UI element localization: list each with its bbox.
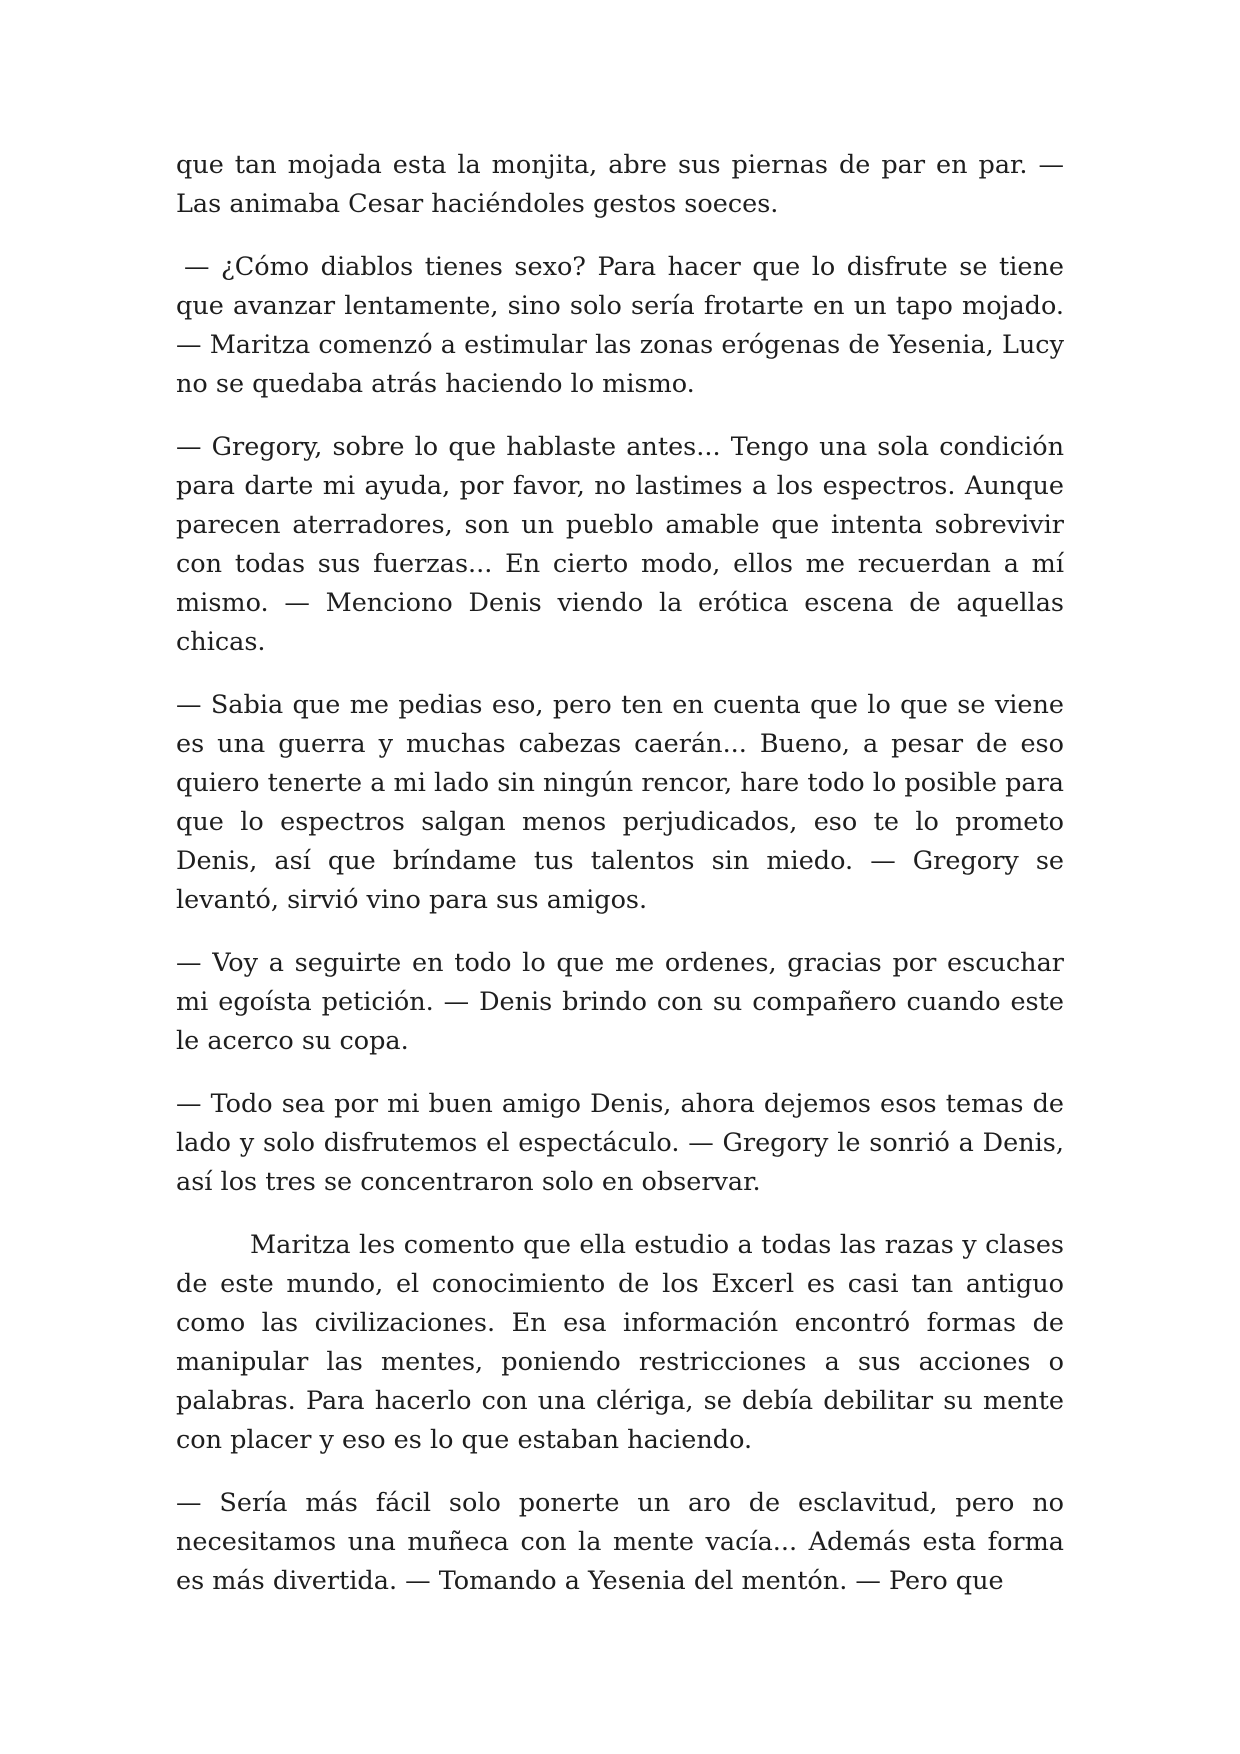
document-page [176, 146, 1064, 1625]
paragraph-8: — Sería más fácil solo ponerte un aro de esclavitud, pero no necesitamos una muñeca con la mente vacía... Además esta forma es más divertida. — Tomando a Yesenia del mentón. — Pero que [176, 1488, 1064, 1596]
paragraph-2: — ¿Cómo diablos tienes sexo? Para hacer que lo disfrute se tiene que avanzar lentamente, sino solo sería frotarte en un tapo mojado. — Maritza comenzó a estimular las zonas erógenas de Yesenia, Lucy no se quedaba atrás haciendo lo mismo. [176, 252, 1064, 399]
paragraph-5: — Voy a seguirte en todo lo que me ordenes, gracias por escuchar mi egoísta petición. — Denis brindo con su compañero cuando este le acerco su copa. [176, 948, 1064, 1056]
paragraph-1: que tan mojada esta la monjita, abre sus piernas de par en par. — Las animaba Cesar haciéndoles gestos soeces. [176, 150, 1064, 219]
paragraph-3: — Gregory, sobre lo que hablaste antes... Tengo una sola condición para darte mi ayuda, por favor, no lastimes a los espectros. Aunque parecen aterradores, son un pueblo amable que intenta sobrevivir con todas sus fuerzas... En cierto modo, ellos me recuerdan a mí mismo. — Menciono Denis viendo la erótica escena de aquellas chicas. [176, 432, 1064, 657]
paragraph-7: Maritza les comento que ella estudio a todas las razas y clases de este mundo, el conocimiento de los Excerl es casi tan antiguo como las civilizaciones. En esa información encontró formas de manipular las mentes, poniendo restricciones a sus acciones o palabras. Para hacerlo con una clériga, se debía debilitar su mente con placer y eso es lo que estaban haciendo. [176, 1230, 1064, 1455]
paragraph-4: — Sabia que me pedias eso, pero ten en cuenta que lo que se viene es una guerra y muchas cabezas caerán... Bueno, a pesar de eso quiero tenerte a mi lado sin ningún rencor, hare todo lo posible para que lo espectros salgan menos perjudicados, eso te lo prometo Denis, así que bríndame tus talentos sin miedo. — Gregory se levantó, sirvió vino para sus amigos. [176, 690, 1064, 915]
paragraph-6: — Todo sea por mi buen amigo Denis, ahora dejemos esos temas de lado y solo disfrutemos el espectáculo. — Gregory le sonrió a Denis, así los tres se concentraron solo en observar. [176, 1089, 1064, 1197]
